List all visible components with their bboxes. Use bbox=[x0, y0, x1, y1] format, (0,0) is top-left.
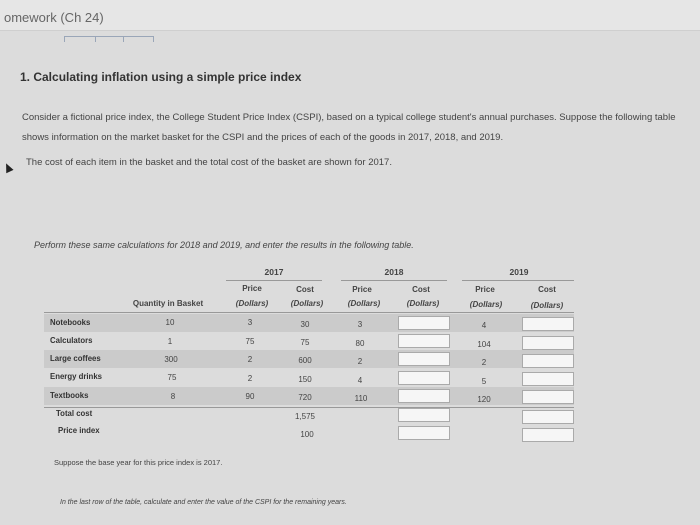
total-cost-2018-input[interactable] bbox=[398, 408, 450, 422]
row-label-notebooks: Notebooks bbox=[50, 318, 91, 327]
cost-2018-large-coffees-input[interactable] bbox=[398, 352, 450, 366]
cost-2018-header: Cost bbox=[412, 285, 430, 294]
row-label-total-cost: Total cost bbox=[56, 409, 93, 418]
question-title: 1. Calculating inflation using a simple price index bbox=[20, 70, 302, 84]
cost-2018-textbooks-input[interactable] bbox=[398, 389, 450, 403]
price-2018-energy-drinks: 4 bbox=[357, 376, 363, 385]
qty-calculators: 1 bbox=[167, 337, 173, 346]
question-instruction: Perform these same calculations for 2018 and 2019, and enter the results in the following table. bbox=[34, 240, 414, 250]
price-2019-energy-drinks: 5 bbox=[481, 377, 487, 386]
qty-textbooks: 8 bbox=[170, 392, 176, 401]
qty-energy-drinks: 75 bbox=[167, 373, 177, 382]
price-2017-textbooks: 90 bbox=[245, 392, 255, 401]
price-index-2017: 100 bbox=[300, 430, 314, 439]
price-2018-large-coffees: 2 bbox=[357, 357, 363, 366]
cost-2018-energy-drinks-input[interactable] bbox=[398, 371, 450, 385]
unit-cost-2018: (Dollars) bbox=[406, 299, 440, 308]
price-2019-header: Price bbox=[475, 285, 495, 294]
row-label-energy-drinks: Energy drinks bbox=[50, 372, 102, 381]
price-2018-notebooks: 3 bbox=[357, 320, 363, 329]
question-paragraph: Consider a fictional price index, the College Student Price Index (CSPI), based on a typical college student's annual purchases. Suppose the following table shows information on the market basket for the CSPI and the prices of each of the goods in 2017, 2018, and 2019. bbox=[22, 112, 676, 143]
year-2018-rule bbox=[341, 280, 447, 281]
price-2019-calculators: 104 bbox=[477, 340, 491, 349]
row-label-calculators: Calculators bbox=[50, 336, 93, 345]
cost-2019-textbooks-input[interactable] bbox=[522, 390, 574, 404]
price-2018-textbooks: 110 bbox=[354, 394, 368, 403]
base-year-note: Suppose the base year for this price index is 2017. bbox=[54, 458, 223, 467]
cost-2017-calculators: 75 bbox=[300, 338, 310, 347]
unit-cost-2017: (Dollars) bbox=[290, 299, 324, 308]
question-note: The cost of each item in the basket and the total cost of the basket are shown for 2017. bbox=[26, 157, 392, 168]
cost-2018-calculators-input[interactable] bbox=[398, 334, 450, 348]
cost-2019-large-coffees-input[interactable] bbox=[522, 354, 574, 368]
qty-large-coffees: 300 bbox=[164, 355, 178, 364]
price-2017-header: Price bbox=[242, 284, 262, 293]
mouse-cursor-icon bbox=[2, 162, 13, 174]
price-2018-header: Price bbox=[352, 285, 372, 294]
last-row-instruction: In the last row of the table, calculate and enter the value of the CSPI for the remaining years. bbox=[60, 499, 347, 506]
year-2019-rule bbox=[462, 280, 574, 281]
price-2018-calculators: 80 bbox=[355, 339, 365, 348]
quantity-header: Quantity in Basket bbox=[132, 299, 204, 308]
page-title: omework (Ch 24) bbox=[4, 10, 104, 25]
row-label-price-index: Price index bbox=[58, 426, 100, 435]
cost-2017-large-coffees: 600 bbox=[298, 356, 312, 365]
cost-2017-energy-drinks: 150 bbox=[298, 375, 312, 384]
price-index-2018-input[interactable] bbox=[398, 426, 450, 440]
price-2017-notebooks: 3 bbox=[247, 318, 253, 327]
question-progress-strip[interactable] bbox=[64, 36, 154, 42]
total-cost-2019-input[interactable] bbox=[522, 410, 574, 424]
cost-2017-textbooks: 720 bbox=[298, 393, 312, 402]
cost-2019-calculators-input[interactable] bbox=[522, 336, 574, 350]
unit-cost-2019: (Dollars) bbox=[530, 301, 564, 310]
total-cost-2017: 1,575 bbox=[294, 412, 316, 421]
year-2017-rule bbox=[226, 280, 322, 281]
header-bar bbox=[0, 0, 700, 31]
price-index-2019-input[interactable] bbox=[522, 428, 574, 442]
cost-2018-notebooks-input[interactable] bbox=[398, 316, 450, 330]
cost-2017-notebooks: 30 bbox=[300, 320, 310, 329]
header-rule bbox=[44, 312, 574, 313]
price-2019-large-coffees: 2 bbox=[481, 358, 487, 367]
price-2017-large-coffees: 2 bbox=[247, 355, 253, 364]
row-label-textbooks: Textbooks bbox=[50, 391, 89, 400]
unit-price-2017: (Dollars) bbox=[235, 299, 269, 308]
year-2018-header: 2018 bbox=[384, 267, 404, 277]
price-2017-calculators: 75 bbox=[245, 337, 255, 346]
price-2019-textbooks: 120 bbox=[477, 395, 491, 404]
row-label-large-coffees: Large coffees bbox=[50, 354, 101, 363]
year-2019-header: 2019 bbox=[509, 267, 529, 277]
price-2019-notebooks: 4 bbox=[481, 321, 487, 330]
unit-price-2019: (Dollars) bbox=[469, 300, 503, 309]
cost-2019-header: Cost bbox=[538, 285, 556, 294]
cost-2019-notebooks-input[interactable] bbox=[522, 317, 574, 331]
totals-rule bbox=[44, 407, 574, 408]
cost-2017-header: Cost bbox=[296, 285, 314, 294]
cost-2019-energy-drinks-input[interactable] bbox=[522, 372, 574, 386]
qty-notebooks: 10 bbox=[165, 318, 175, 327]
year-2017-header: 2017 bbox=[264, 267, 284, 277]
price-2017-energy-drinks: 2 bbox=[247, 374, 253, 383]
unit-price-2018: (Dollars) bbox=[347, 299, 381, 308]
